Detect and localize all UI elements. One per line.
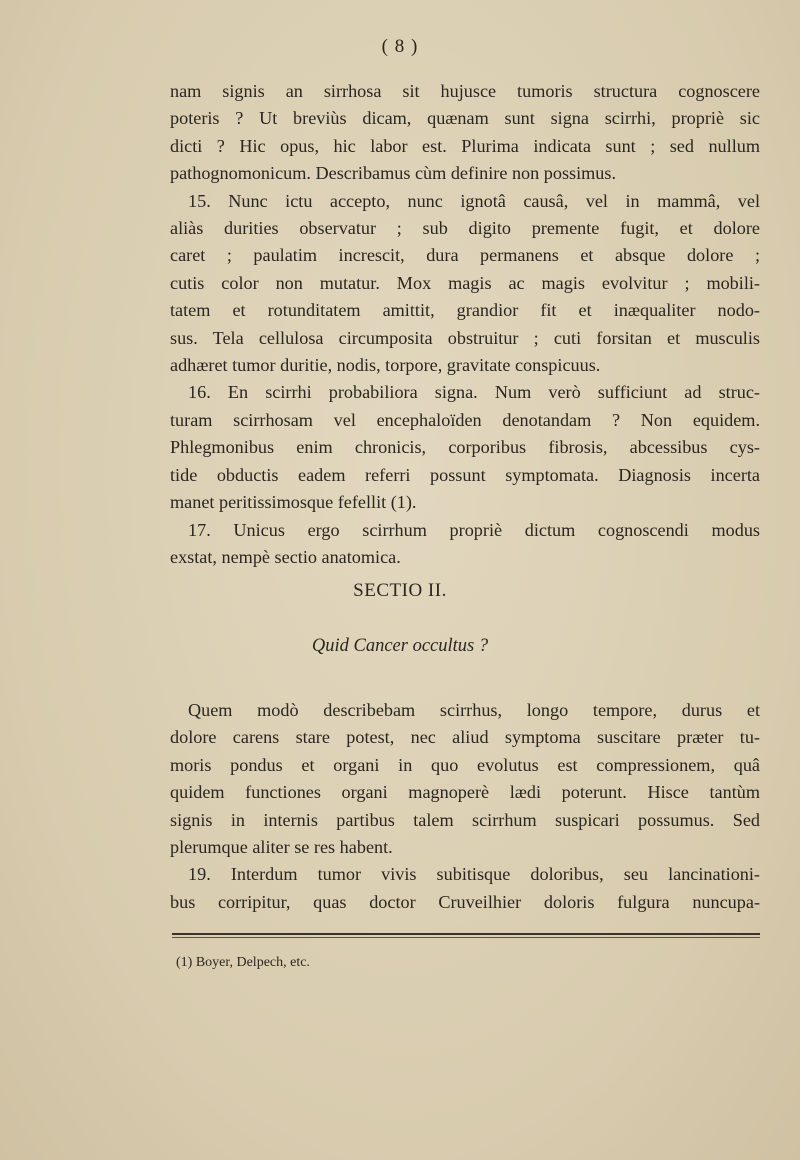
section-title: SECTIO II. [353,580,447,601]
text-line: quidem functiones organi magnoperè lædi poterunt. Hisce tantùm [170,782,760,803]
text-line: exstat, nempè sectio anatomica. [170,546,401,567]
text-line: manet peritissimosque fefellit (1). [170,492,417,513]
text-line: signis in internis partibus talem scirrhum suspicari possumus. Sed [170,809,760,830]
text-line: Quem modò describebam scirrhus, longo tempore, durus et [188,700,760,720]
text-line: pathognomonicum. Describamus cùm definire non possimus. [170,163,617,184]
text-line: plerumque aliter se res habent. [170,837,393,858]
text-line: 15. Nunc ictu accepto, nunc ignotâ causâ, vel in mammâ, vel [188,190,760,211]
footnote-rule [172,933,760,935]
text-line: tide obductis eadem referri possunt symptomata. Diagnosis incerta [170,464,760,485]
page-number: ( 8 ) [381,36,419,57]
section-subtitle: Quid Cancer occultus ? [311,636,489,656]
text-line: bus corripitur, quas doctor Cruveilhier doloris fulgura nuncupa- [170,891,760,912]
body-text-bottom [170,697,760,916]
text-line: dolore carens stare potest, nec aliud symptoma suscitare præter tu- [170,727,760,748]
text-line: 19. Interdum tumor vivis subitisque doloribus, seu lancinationi- [188,864,760,885]
text-line: caret ; paulatim increscit, dura permanens et absque dolore ; [170,245,760,266]
footnote-rule-thin [172,937,760,938]
text-line: Phlegmonibus enim chronicis, corporibus fibrosis, abcessibus cys- [170,437,760,458]
text-line: aliàs durities observatur ; sub digito premente fugit, et dolore [170,218,760,239]
text-line: sus. Tela cellulosa circumposita obstruitur ; cuti forsitan et musculis [170,327,760,348]
text-line: moris pondus et organi in quo evolutus est compressionem, quâ [170,754,760,775]
text-line: nam signis an sirrhosa sit hujusce tumoris structura cognoscere [170,81,760,101]
text-line: tatem et rotunditatem amittit, grandior fit et inæqualiter nodo- [170,300,760,321]
footnote: (1) Boyer, Delpech, etc. [176,955,310,970]
body-text-top [170,78,760,571]
text-line: cutis color non mutatur. Mox magis ac magis evolvitur ; mobili- [170,272,760,293]
text-line: adhæret tumor duritie, nodis, torpore, gravitate conspicuus. [170,355,601,376]
text-line: 17. Unicus ergo scirrhum propriè dictum cognoscendi modus [188,519,760,540]
text-line: poteris ? Ut breviùs dicam, quænam sunt signa scirrhi, propriè sic [170,108,760,129]
text-line: dicti ? Hic opus, hic labor est. Plurima indicata sunt ; sed nullum [170,135,760,156]
text-line: 16. En scirrhi probabiliora signa. Num verò sufficiunt ad struc- [188,382,760,403]
text-line: turam scirrhosam vel encephaloïden denotandam ? Non equidem. [170,409,760,430]
